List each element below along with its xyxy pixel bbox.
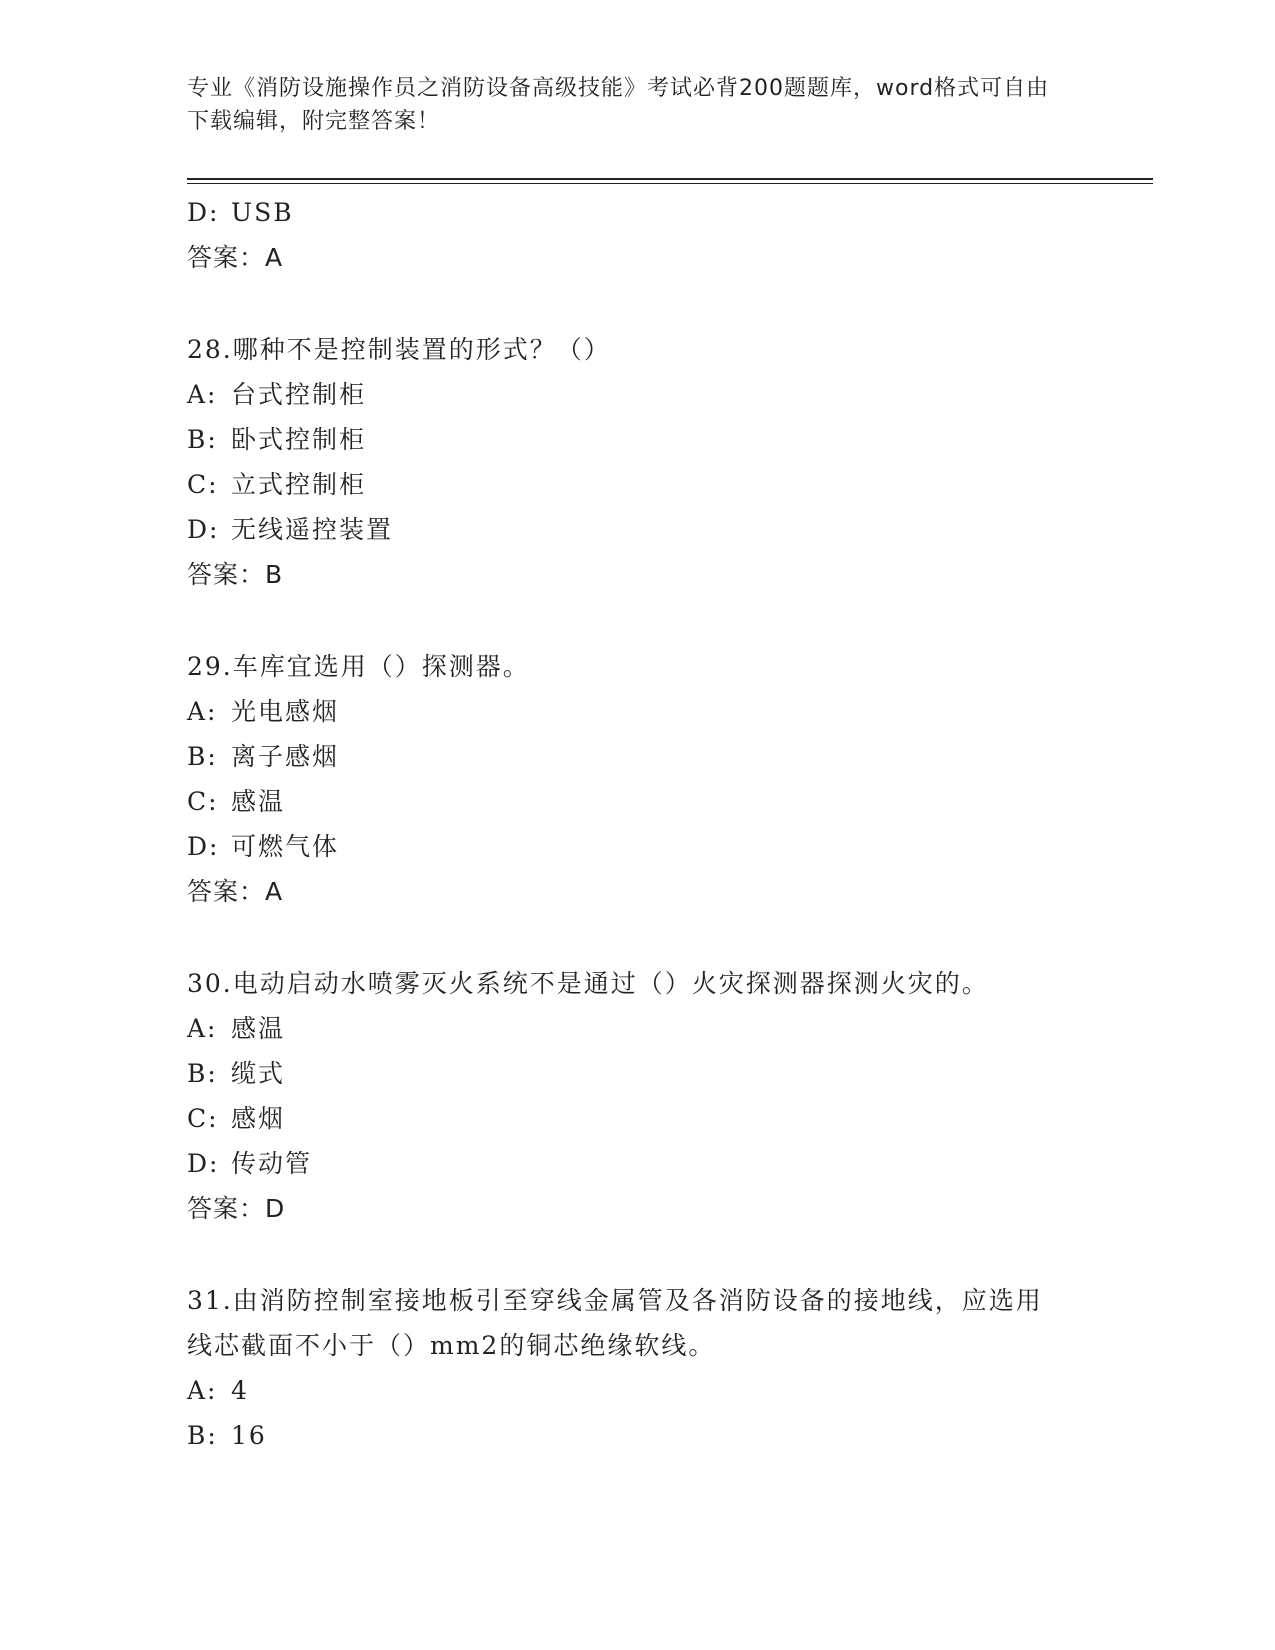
option-item [187, 417, 1087, 462]
option-text: USB [231, 198, 294, 227]
option-item [187, 190, 1087, 235]
option-item [187, 507, 1087, 552]
question-stem: 31.由消防控制室接地板引至穿线金属管及各消防设备的接地线，应选用线芯截面不小于（）mm2的铜芯绝缘软线。 [187, 1286, 1043, 1360]
spacer [187, 597, 1087, 644]
option-item [187, 1096, 1087, 1141]
option-text: 缆式 [231, 1059, 286, 1088]
option-item [187, 1368, 1087, 1413]
option-text: 可燃气体 [231, 832, 340, 861]
option-letter: D: [187, 198, 220, 227]
option-text: 感温 [231, 787, 286, 816]
option-text: 离子感烟 [231, 742, 340, 771]
question-stem: 30.电动启动水喷雾灭火系统不是通过（）火灾探测器探测火灾的。 [187, 969, 989, 998]
answer-line: 答案：A [187, 243, 284, 272]
option-letter: A: [187, 380, 218, 409]
option-letter: B: [187, 742, 218, 771]
option-letter: D: [187, 1149, 220, 1178]
answer-line: 答案：B [187, 560, 284, 589]
answer-line: 答案：A [187, 877, 284, 906]
option-text: 台式控制柜 [231, 380, 367, 409]
header-rule-thin [187, 183, 1153, 184]
spacer [187, 914, 1087, 961]
option-letter: A: [187, 1376, 218, 1405]
option-item [187, 689, 1087, 734]
option-letter: A: [187, 1014, 218, 1043]
option-item [187, 372, 1087, 417]
question-list [187, 190, 1087, 1458]
option-item [187, 824, 1087, 869]
option-letter: D: [187, 832, 220, 861]
option-text: 立式控制柜 [231, 470, 367, 499]
header-rule-thick [187, 178, 1153, 180]
option-item [187, 1006, 1087, 1051]
option-item [187, 462, 1087, 507]
option-text: 16 [231, 1421, 267, 1450]
option-item [187, 1051, 1087, 1096]
option-text: 感烟 [231, 1104, 286, 1133]
spacer [187, 280, 1087, 327]
option-item [187, 1413, 1087, 1458]
option-item [187, 734, 1087, 779]
document-header: 专业《消防设施操作员之消防设备高级技能》考试必背200题题库，word格式可自由下载编辑，附完整答案！ [187, 76, 1050, 134]
question-stem: 29.车库宜选用（）探测器。 [187, 652, 530, 681]
option-letter: B: [187, 1421, 218, 1450]
option-item [187, 1141, 1087, 1186]
option-text: 光电感烟 [231, 697, 340, 726]
option-item [187, 779, 1087, 824]
option-letter: D: [187, 515, 220, 544]
option-letter: C: [187, 787, 219, 816]
option-letter: A: [187, 697, 218, 726]
spacer [187, 1231, 1087, 1278]
option-letter: B: [187, 1059, 218, 1088]
option-letter: B: [187, 425, 218, 454]
option-letter: C: [187, 1104, 219, 1133]
answer-line: 答案：D [187, 1194, 286, 1223]
option-text: 4 [231, 1376, 249, 1405]
question-stem: 28.哪种不是控制装置的形式？（） [187, 335, 611, 364]
option-text: 传动管 [231, 1149, 313, 1178]
option-text: 卧式控制柜 [231, 425, 367, 454]
option-letter: C: [187, 470, 219, 499]
option-text: 感温 [231, 1014, 286, 1043]
option-text: 无线遥控装置 [231, 515, 394, 544]
